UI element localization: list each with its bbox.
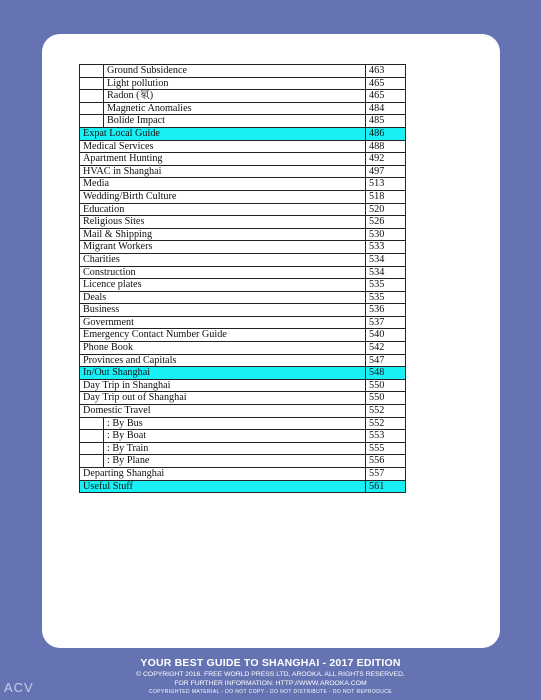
toc-row — [80, 266, 406, 279]
toc-entry-page: 557 — [366, 468, 406, 481]
toc-entry-label: Emergency Contact Number Guide — [80, 329, 366, 342]
toc-entry-label: : By Boat — [104, 430, 366, 443]
toc-entry-label: Education — [80, 203, 366, 216]
toc-entry-page: 547 — [366, 354, 406, 367]
toc-entry-label: HVAC in Shanghai — [80, 165, 366, 178]
toc-row — [80, 241, 406, 254]
footer-note: COPYRIGHTED MATERIAL - DO NOT COPY - DO NOT DISTRIBUTE - DO NOT REPRODUCE — [148, 689, 392, 695]
toc-entry-page: 518 — [366, 190, 406, 203]
toc-indent-cell — [80, 442, 104, 455]
toc-row — [80, 178, 406, 191]
toc-row — [80, 115, 406, 128]
toc-entry-label: Light pollution — [104, 77, 366, 90]
toc-entry-label: Provinces and Capitals — [80, 354, 366, 367]
toc-entry-page: 536 — [366, 304, 406, 317]
toc-row — [80, 140, 406, 153]
toc-row — [80, 77, 406, 90]
toc-row — [80, 279, 406, 292]
toc-entry-label: Medical Services — [80, 140, 366, 153]
toc-entry-label: Business — [80, 304, 366, 317]
toc-entry-label: Ground Subsidence — [104, 65, 366, 78]
toc-entry-label: Radon (氡) — [104, 90, 366, 103]
toc-indent-cell — [80, 102, 104, 115]
toc-row — [80, 379, 406, 392]
toc-entry-page: 465 — [366, 90, 406, 103]
toc-row — [80, 316, 406, 329]
toc-entry-label: Construction — [80, 266, 366, 279]
toc-entry-label: Charities — [80, 253, 366, 266]
toc-row — [80, 127, 406, 140]
toc-row — [80, 442, 406, 455]
toc-entry-label: Wedding/Birth Culture — [80, 190, 366, 203]
toc-entry-label: Apartment Hunting — [80, 153, 366, 166]
toc-entry-page: 484 — [366, 102, 406, 115]
toc-row — [80, 304, 406, 317]
toc-row — [80, 430, 406, 443]
toc-row — [80, 392, 406, 405]
toc-entry-label: Departing Shanghai — [80, 468, 366, 481]
toc-entry-label: Day Trip in Shanghai — [80, 379, 366, 392]
toc-row — [80, 190, 406, 203]
toc-entry-page: 540 — [366, 329, 406, 342]
toc-row — [80, 367, 406, 380]
toc-entry-page: 465 — [366, 77, 406, 90]
toc-row — [80, 291, 406, 304]
toc-entry-page: 550 — [366, 392, 406, 405]
toc-entry-label: Licence plates — [80, 279, 366, 292]
toc-entry-page: 542 — [366, 342, 406, 355]
toc-indent-cell — [80, 65, 104, 78]
toc-entry-page: 497 — [366, 165, 406, 178]
toc-entry-page: 537 — [366, 316, 406, 329]
toc-entry-page: 463 — [366, 65, 406, 78]
toc-entry-page: 548 — [366, 367, 406, 380]
toc-entry-page: 555 — [366, 442, 406, 455]
toc-row — [80, 468, 406, 481]
toc-indent-cell — [80, 77, 104, 90]
toc-row — [80, 203, 406, 216]
toc-entry-label: : By Plane — [104, 455, 366, 468]
toc-entry-page: 513 — [366, 178, 406, 191]
toc-entry-page: 485 — [366, 115, 406, 128]
footer-title: YOUR BEST GUIDE TO SHANGHAI - 2017 EDITION — [140, 657, 401, 669]
toc-entry-page: 550 — [366, 379, 406, 392]
toc-entry-label: Phone Book — [80, 342, 366, 355]
toc-entry-page: 535 — [366, 279, 406, 292]
toc-row — [80, 165, 406, 178]
toc-row — [80, 417, 406, 430]
toc-indent-cell — [80, 115, 104, 128]
toc-row — [80, 480, 406, 493]
toc-entry-page: 535 — [366, 291, 406, 304]
toc-row — [80, 216, 406, 229]
toc-entry-page: 552 — [366, 417, 406, 430]
toc-row — [80, 405, 406, 418]
toc-row — [80, 102, 406, 115]
toc-entry-page: 534 — [366, 266, 406, 279]
toc-row — [80, 455, 406, 468]
corner-mark: ACV — [4, 680, 34, 695]
toc-indent-cell — [80, 430, 104, 443]
toc-entry-page: 492 — [366, 153, 406, 166]
toc-entry-page: 534 — [366, 253, 406, 266]
toc-row — [80, 329, 406, 342]
toc-entry-label: Domestic Travel — [80, 405, 366, 418]
toc-row — [80, 228, 406, 241]
toc-row — [80, 253, 406, 266]
toc-entry-label: : By Bus — [104, 417, 366, 430]
toc-entry-label: In/Out Shanghai — [80, 367, 366, 380]
toc-entry-page: 526 — [366, 216, 406, 229]
toc-row — [80, 354, 406, 367]
toc-indent-cell — [80, 417, 104, 430]
toc-entry-label: Bolide Impact — [104, 115, 366, 128]
toc-entry-page: 486 — [366, 127, 406, 140]
toc-entry-label: Mail & Shipping — [80, 228, 366, 241]
toc-row — [80, 342, 406, 355]
toc-entry-label: Expat Local Guide — [80, 127, 366, 140]
toc-entry-label: Migrant Workers — [80, 241, 366, 254]
toc-entry-label: Government — [80, 316, 366, 329]
footer-info: FOR FURTHER INFORMATION: HTTP://WWW.AROOKA.COM — [174, 680, 367, 687]
toc-entry-label: Religious Sites — [80, 216, 366, 229]
toc-row — [80, 65, 406, 78]
toc-entry-page: 530 — [366, 228, 406, 241]
toc-entry-page: 553 — [366, 430, 406, 443]
toc-entry-page: 552 — [366, 405, 406, 418]
toc-entry-label: Day Trip out of Shanghai — [80, 392, 366, 405]
toc-row — [80, 153, 406, 166]
table-of-contents — [79, 64, 406, 493]
toc-entry-page: 488 — [366, 140, 406, 153]
toc-entry-label: Magnetic Anomalies — [104, 102, 366, 115]
toc-entry-page: 561 — [366, 480, 406, 493]
toc-entry-label: Deals — [80, 291, 366, 304]
toc-entry-page: 533 — [366, 241, 406, 254]
toc-entry-label: Useful Stuff — [80, 480, 366, 493]
toc-entry-label: : By Train — [104, 442, 366, 455]
toc-row — [80, 90, 406, 103]
footer-copyright: © COPYRIGHT 2016. FREE WORLD PRESS LTD, AROOKA. ALL RIGHTS RESERVED. — [136, 671, 405, 678]
toc-entry-page: 520 — [366, 203, 406, 216]
toc-entry-label: Media — [80, 178, 366, 191]
toc-indent-cell — [80, 455, 104, 468]
toc-indent-cell — [80, 90, 104, 103]
toc-entry-page: 556 — [366, 455, 406, 468]
